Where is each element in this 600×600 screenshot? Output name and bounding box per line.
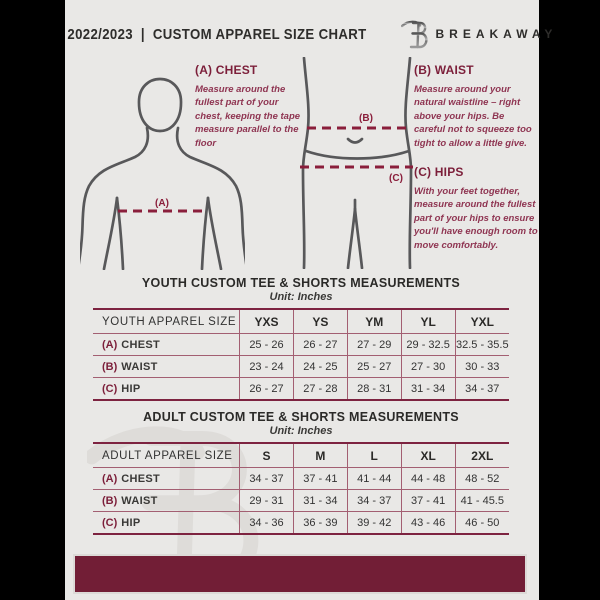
- value-cell: 25 - 27: [347, 356, 401, 378]
- row-prefix: (A): [102, 472, 118, 485]
- size-col-header: XL: [401, 443, 455, 468]
- size-col-header: 2XL: [455, 443, 509, 468]
- size-col-header: YXL: [455, 309, 509, 334]
- value-cell: 27 - 30: [401, 356, 455, 378]
- value-cell: 23 - 24: [240, 356, 294, 378]
- value-cell: 44 - 48: [401, 468, 455, 490]
- title-text: CUSTOM APPAREL SIZE CHART: [152, 25, 367, 43]
- size-col-header: YM: [347, 309, 401, 334]
- value-cell: 37 - 41: [293, 468, 347, 490]
- size-col-header: L: [347, 443, 401, 468]
- value-cell: 43 - 46: [401, 512, 455, 535]
- brand-lockup: [401, 18, 558, 51]
- row-prefix: (C): [102, 382, 118, 395]
- value-cell: 46 - 50: [455, 512, 509, 535]
- size-col-header: YXS: [240, 309, 294, 334]
- adult-table-title: ADULT CUSTOM TEE & SHORTS MEASUREMENTS: [143, 410, 459, 424]
- breakaway-logo-icon: [401, 18, 428, 51]
- size-col-header: YS: [293, 309, 347, 334]
- table-row: [93, 468, 509, 490]
- value-cell: 27 - 28: [293, 378, 347, 401]
- waist-body: Measure around your natural waistline – right above your hips. Be careful not to squeeze too tight to allow a little give.: [414, 84, 532, 149]
- size-header-cell: YOUTH APPAREL SIZE: [102, 315, 237, 328]
- row-prefix: (B): [102, 494, 118, 507]
- row-label-cell: [93, 512, 240, 535]
- page: [65, 0, 558, 600]
- row-prefix: (C): [102, 516, 118, 529]
- chest-marker-label: (A): [155, 198, 169, 209]
- table-row: [93, 512, 509, 535]
- value-cell: 34 - 37: [455, 378, 509, 401]
- value-cell: 31 - 34: [293, 490, 347, 512]
- chest-instruction: [195, 63, 307, 150]
- value-cell: 48 - 52: [455, 468, 509, 490]
- value-cell: 24 - 25: [293, 356, 347, 378]
- youth-table-title: YOUTH CUSTOM TEE & SHORTS MEASUREMENTS: [141, 276, 461, 290]
- table-row: [93, 490, 509, 512]
- value-cell: 26 - 27: [293, 334, 347, 356]
- size-col-header: YL: [401, 309, 455, 334]
- value-cell: 32.5 - 35.5: [455, 334, 509, 356]
- row-label: CHEST: [121, 472, 161, 485]
- row-label-cell: [93, 490, 240, 512]
- value-cell: 41 - 45.5: [455, 490, 509, 512]
- value-cell: 25 - 26: [240, 334, 294, 356]
- row-label: CHEST: [121, 338, 161, 351]
- value-cell: 34 - 37: [347, 490, 401, 512]
- size-col-header: M: [293, 443, 347, 468]
- youth-size-table: [93, 308, 509, 401]
- value-cell: 36 - 39: [293, 512, 347, 535]
- row-label: HIP: [121, 382, 141, 395]
- table-row: [93, 378, 509, 401]
- value-cell: 28 - 31: [347, 378, 401, 401]
- table-header-row: [93, 309, 509, 334]
- waist-instruction: [414, 63, 536, 150]
- youth-table-unit: Unit: Inches: [269, 291, 333, 303]
- measurement-diagrams: [65, 55, 539, 273]
- page-title: [67, 26, 366, 43]
- chest-heading: (A) CHEST: [195, 63, 258, 77]
- adult-table-unit: Unit: Inches: [269, 425, 333, 437]
- figure-navel: [348, 139, 362, 143]
- row-prefix: (A): [102, 338, 118, 351]
- value-cell: 39 - 42: [347, 512, 401, 535]
- row-label-cell: [93, 356, 240, 378]
- hips-body: With your feet together, measure around the fullest part of your hips to ensure you'll have enough room to move comfortably.: [414, 186, 538, 251]
- size-header-cell: ADULT APPAREL SIZE: [102, 449, 233, 462]
- table-row: [93, 334, 509, 356]
- hips-instruction: [414, 165, 538, 252]
- value-cell: 29 - 32.5: [401, 334, 455, 356]
- chest-body: Measure around the fullest part of your chest, keeping the tape measure parallel to the floor: [195, 84, 301, 149]
- header: [65, 16, 558, 52]
- value-cell: 41 - 44: [347, 468, 401, 490]
- adult-table-section: [93, 410, 509, 535]
- youth-table-section: [93, 276, 509, 401]
- value-cell: 27 - 29: [347, 334, 401, 356]
- figure-head: [139, 79, 181, 131]
- row-label-cell: [93, 334, 240, 356]
- value-cell: 30 - 33: [455, 356, 509, 378]
- hips-marker-label: (C): [389, 173, 403, 184]
- value-cell: 26 - 27: [240, 378, 294, 401]
- row-label: WAIST: [121, 360, 158, 373]
- row-label: WAIST: [121, 494, 158, 507]
- footer-bar: [73, 554, 527, 594]
- waist-marker-label: (B): [359, 113, 373, 124]
- value-cell: 34 - 37: [240, 468, 294, 490]
- size-col-header: S: [240, 443, 294, 468]
- adult-size-table: [93, 442, 509, 535]
- title-divider: |: [140, 25, 145, 43]
- value-cell: 37 - 41: [401, 490, 455, 512]
- value-cell: 29 - 31: [240, 490, 294, 512]
- lower-body-figure: [293, 57, 421, 269]
- row-prefix: (B): [102, 360, 118, 373]
- table-header-row: [93, 443, 509, 468]
- season-label: 2022/2023: [66, 25, 133, 43]
- figure-waistband-curve: [306, 151, 409, 159]
- row-label-cell: [93, 468, 240, 490]
- waist-heading: (B) WAIST: [414, 63, 474, 77]
- table-row: [93, 356, 509, 378]
- value-cell: 34 - 36: [240, 512, 294, 535]
- row-label-cell: [93, 378, 240, 401]
- row-label: HIP: [121, 516, 141, 529]
- hips-heading: (C) HIPS: [414, 165, 464, 179]
- value-cell: 31 - 34: [401, 378, 455, 401]
- brand-name: BREAKAWAY: [435, 27, 558, 41]
